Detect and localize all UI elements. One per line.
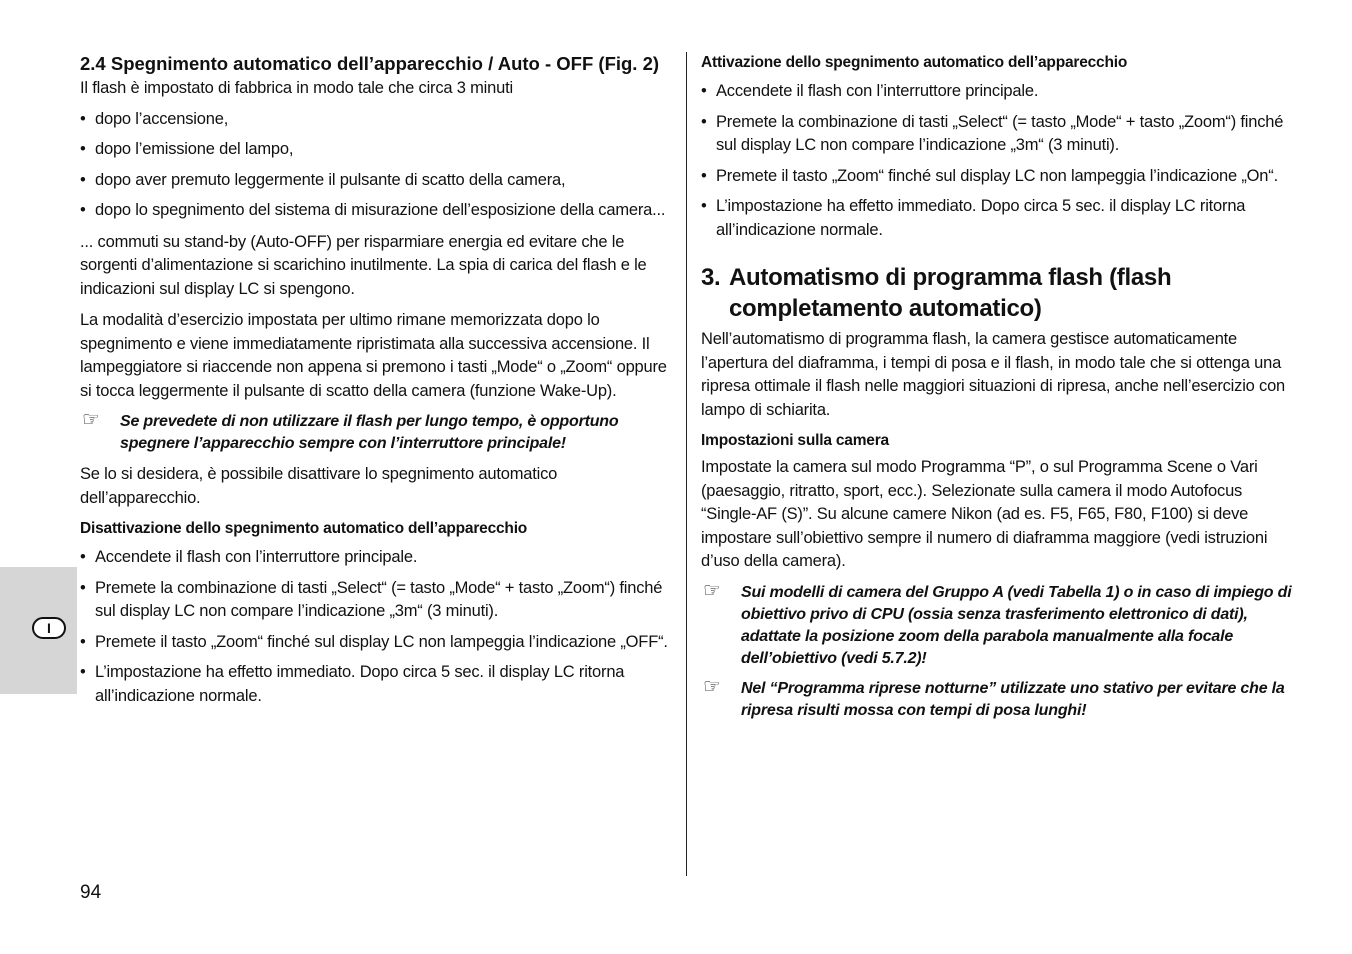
subheading-activation: Attivazione dello spegnimento automatico dell’apparecchio (701, 54, 1128, 71)
subheading-camera-settings: Impostazioni sulla camera (701, 432, 889, 449)
note (80, 411, 674, 455)
list-item: • L’impostazione ha effetto immediato. Dopo circa 5 sec. il display LC ritorna all’indicazione normale. (701, 195, 1301, 242)
paragraph: La modalità d’esercizio impostata per ultimo rimane memorizzata dopo lo spegnimento e viene immediatamente ripristimata alla successiva accensione. Il lampeggiatore si riaccende non appena si premono i tasti „Mode“ o „Zoom“ oppure si tocca leggermente il pulsante di scatto della camera (funzione Wake-Up). (80, 311, 667, 400)
list-item: • Premete la combinazione di tasti „Select“ (= tasto „Mode“ + tasto „Zoom“) finché sul display LC non compare l’indicazione „3m“ (3 minuti). (701, 111, 1301, 158)
list-item: • Premete il tasto „Zoom“ finché sul display LC non lampeggia l’indicazione „OFF“. (80, 631, 674, 655)
left-column (80, 52, 674, 708)
note-text: Se prevedete di non utilizzare il flash per lungo tempo, è opportuno spegnere l’apparecchio sempre con l’interruttore principale! (120, 413, 619, 452)
page-number: 94 (80, 882, 102, 903)
list-item: • Accendete il flash con l’interruttore principale. (701, 80, 1301, 104)
list-item: • Premete il tasto „Zoom“ finché sul display LC non lampeggia l’indicazione „On“. (701, 165, 1301, 189)
section-heading-3 (701, 262, 1301, 324)
pointing-hand-icon: ☞ (703, 579, 721, 602)
list-item: • dopo l’emissione del lampo, (80, 138, 674, 162)
column-divider (686, 52, 687, 876)
section-heading-2-4: 2.4 Spegnimento automatico dell’apparecchio / Auto - OFF (Fig. 2) (80, 53, 660, 74)
list-item: • dopo aver premuto leggermente il pulsante di scatto della camera, (80, 169, 674, 193)
pointing-hand-icon: ☞ (703, 675, 721, 698)
paragraph: Se lo si desidera, è possibile disattivare lo spegnimento automatico dell’apparecchio. (80, 465, 558, 507)
paragraph: Nell’automatismo di programma flash, la camera gestisce automaticamente l’apertura del diaframma, i tempi di posa e il flash, in modo tale che si ottenga una ripresa ottimale il flash nelle maggiori situazioni di ripresa, anche nell’esercizio con lampo di schiarita. (701, 330, 1286, 419)
intro-text: Il flash è impostato di fabbrica in modo tale che circa 3 minuti (80, 79, 513, 97)
pointing-hand-icon: ☞ (82, 409, 100, 431)
section-number: 3. (701, 264, 721, 291)
list-item: • dopo l’accensione, (80, 108, 674, 132)
list-item: • Accendete il flash con l’interruttore principale. (80, 546, 674, 570)
language-badge: I (32, 617, 66, 639)
right-column (701, 52, 1301, 722)
paragraph: Impostate la camera sul modo Programma “P”, o sul Programma Scene o Vari (paesaggio, ritratto, sport, ecc.). Selezionate sulla camera il modo Autofocus “Single-AF (S)”. Su alcune camere Nikon (ad es. F5, F65, F80, F100) si deve impostare sull’obiettivo sempre il numero di diaframma maggiore (vedi istruzioni d’uso della camera). (701, 458, 1268, 570)
list-item: • L’impostazione ha effetto immediato. Dopo circa 5 sec. il display LC ritorna all’indicazione normale. (80, 661, 674, 708)
note-text: Nel “Programma riprese notturne” utilizzate uno stativo per evitare che la ripresa risulti mossa con tempi di posa lunghi! (741, 679, 1285, 719)
paragraph: ... commuti su stand-by (Auto-OFF) per risparmiare energia ed evitare che le sorgenti d’alimentazione si scarichino inutilmente. La spia di carica del flash e le indicazioni sul display LC si spengono. (80, 232, 647, 298)
note (701, 675, 1301, 722)
list-item: • Premete la combinazione di tasti „Select“ (= tasto „Mode“ + tasto „Zoom“) finché sul display LC non compare l’indicazione „3m“ (3 minuti). (80, 577, 674, 624)
list-item: • dopo lo spegnimento del sistema di misurazione dell’esposizione della camera... (80, 199, 674, 223)
subheading-deactivation: Disattivazione dello spegnimento automatico dell’apparecchio (80, 520, 528, 537)
note (701, 579, 1301, 670)
section-title: Automatismo di programma flash (flash completamento automatico) (729, 264, 1172, 322)
note-text: Sui modelli di camera del Gruppo A (vedi Tabella 1) o in caso di impiego di obiettivo privo di CPU (ossia senza trasferimento elettronico di dati), adattate la posizione zoom della parabola manualmente alla focale dell’obiettivo (vedi 5.7.2)! (741, 583, 1292, 667)
